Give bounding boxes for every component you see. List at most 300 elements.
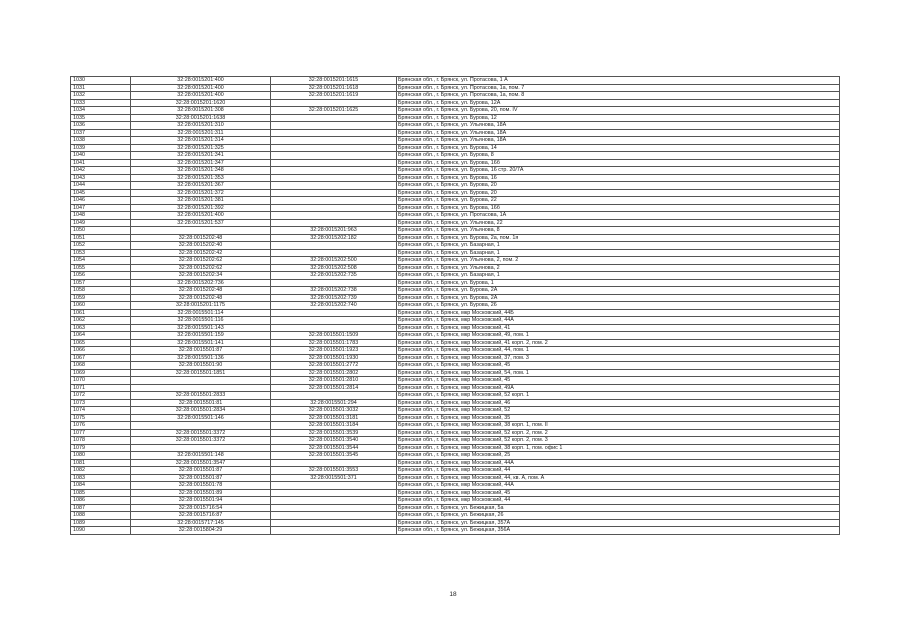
- object-number-cell: [271, 279, 397, 287]
- table-row: [71, 219, 840, 227]
- object-number-cell: [271, 527, 397, 535]
- row-number-cell: 1071: [71, 384, 131, 392]
- address-cell: Брянская обл., г. Брянск, ул. Ульянова, 8: [397, 227, 840, 235]
- row-number-cell: 1048: [71, 212, 131, 220]
- row-number-cell: 1090: [71, 527, 131, 535]
- address-cell: Брянская обл., г. Брянск, мкр Московский, 52: [397, 407, 840, 415]
- table-row: [71, 159, 840, 167]
- parcel-number-cell: [131, 422, 271, 430]
- parcel-number-cell: 32:28:0015202:48: [131, 294, 271, 302]
- object-number-cell: [271, 174, 397, 182]
- object-number-cell: 32:28:0015501:1509: [271, 332, 397, 340]
- address-cell: Брянская обл., г. Брянск, мкр Московский, 45: [397, 377, 840, 385]
- table-row: [71, 392, 840, 400]
- table-row: [71, 482, 840, 490]
- row-number-cell: 1051: [71, 234, 131, 242]
- parcel-number-cell: 32:28:0015716:54: [131, 504, 271, 512]
- address-cell: Брянская обл., г. Брянск, ул. Бурова, 16: [397, 174, 840, 182]
- row-number-cell: 1038: [71, 137, 131, 145]
- table-row: [71, 429, 840, 437]
- object-number-cell: 32:28:0015501:371: [271, 474, 397, 482]
- object-number-cell: [271, 99, 397, 107]
- address-cell: Брянская обл., г. Брянск, ул. Бурова, 2А: [397, 287, 840, 295]
- row-number-cell: 1075: [71, 414, 131, 422]
- object-number-cell: [271, 459, 397, 467]
- address-cell: Брянская обл., г. Брянск, мкр Московский, 38 корп. 1, пом. II: [397, 422, 840, 430]
- row-number-cell: 1057: [71, 279, 131, 287]
- table-row: [71, 317, 840, 325]
- object-number-cell: [271, 519, 397, 527]
- address-cell: Брянская обл., г. Брянск, ул. Протасова, 1А: [397, 212, 840, 220]
- parcel-number-cell: 32:28:0015201:353: [131, 174, 271, 182]
- parcel-number-cell: 32:28:0015201:314: [131, 137, 271, 145]
- parcel-number-cell: 32:28:0015202:736: [131, 279, 271, 287]
- row-number-cell: 1056: [71, 272, 131, 280]
- parcel-number-cell: 32:28:0015201:311: [131, 129, 271, 137]
- parcel-number-cell: 32:28:0015501:3547: [131, 459, 271, 467]
- address-cell: Брянская обл., г. Брянск, ул. Протасова, 1а, пом. 8: [397, 92, 840, 100]
- object-number-cell: [271, 242, 397, 250]
- row-number-cell: 1040: [71, 152, 131, 160]
- object-number-cell: [271, 309, 397, 317]
- object-number-cell: 32:28:0015202:508: [271, 264, 397, 272]
- row-number-cell: 1067: [71, 354, 131, 362]
- row-number-cell: 1076: [71, 422, 131, 430]
- parcel-number-cell: 32:28:0015201:1620: [131, 99, 271, 107]
- table-row: [71, 84, 840, 92]
- table-row: [71, 384, 840, 392]
- parcel-number-cell: 32:28:0015501:141: [131, 339, 271, 347]
- parcel-number-cell: 32:28:0015804:29: [131, 527, 271, 535]
- object-number-cell: 32:28:0015202:182: [271, 234, 397, 242]
- table-row: [71, 264, 840, 272]
- object-number-cell: 32:28:0015202:500: [271, 257, 397, 265]
- parcel-number-cell: 32:28:0015201:348: [131, 167, 271, 175]
- row-number-cell: 1089: [71, 519, 131, 527]
- object-number-cell: 32:28:0015501:2772: [271, 362, 397, 370]
- address-cell: Брянская обл., г. Брянск, ул. Базарная, 1: [397, 242, 840, 250]
- row-number-cell: 1053: [71, 249, 131, 257]
- row-number-cell: 1078: [71, 437, 131, 445]
- object-number-cell: [271, 482, 397, 490]
- row-number-cell: 1037: [71, 129, 131, 137]
- object-number-cell: 32:28:0015201:1625: [271, 107, 397, 115]
- object-number-cell: 32:28:0015501:3184: [271, 422, 397, 430]
- table-row: [71, 437, 840, 445]
- parcel-number-cell: 32:28:0015202:42: [131, 249, 271, 257]
- object-number-cell: [271, 317, 397, 325]
- parcel-number-cell: 32:28:0015501:90: [131, 362, 271, 370]
- object-number-cell: 32:28:0015202:738: [271, 287, 397, 295]
- address-cell: Брянская обл., г. Брянск, мкр Московский, 44А: [397, 459, 840, 467]
- table-row: [71, 204, 840, 212]
- row-number-cell: 1044: [71, 182, 131, 190]
- table-row: [71, 287, 840, 295]
- address-cell: Брянская обл., г. Брянск, ул. Ульянова, 18А: [397, 122, 840, 130]
- row-number-cell: 1034: [71, 107, 131, 115]
- parcel-number-cell: 32:28:0015201:372: [131, 189, 271, 197]
- parcel-number-cell: 32:28:0015202:62: [131, 264, 271, 272]
- parcel-number-cell: 32:28:0015501:3372: [131, 429, 271, 437]
- object-number-cell: 32:28:0015202:739: [271, 294, 397, 302]
- object-number-cell: [271, 189, 397, 197]
- object-number-cell: [271, 204, 397, 212]
- table-row: [71, 272, 840, 280]
- table-row: [71, 362, 840, 370]
- parcel-number-cell: 32:28:0015501:87: [131, 474, 271, 482]
- row-number-cell: 1060: [71, 302, 131, 310]
- row-number-cell: 1083: [71, 474, 131, 482]
- address-cell: Брянская обл., г. Брянск, мкр Московский, 52 корп. 2, пом. 3: [397, 437, 840, 445]
- row-number-cell: 1031: [71, 84, 131, 92]
- object-number-cell: [271, 182, 397, 190]
- table-row: [71, 309, 840, 317]
- parcel-number-cell: 32:28:0015501:146: [131, 414, 271, 422]
- address-cell: Брянская обл., г. Брянск, мкр Московский, 25: [397, 452, 840, 460]
- table-row: [71, 332, 840, 340]
- address-cell: Брянская обл., г. Брянск, ул. Бурова, 20: [397, 189, 840, 197]
- parcel-number-cell: 32:28:0015501:114: [131, 309, 271, 317]
- table-row: [71, 242, 840, 250]
- object-number-cell: [271, 392, 397, 400]
- row-number-cell: 1042: [71, 167, 131, 175]
- parcel-number-cell: 32:28:0015202:40: [131, 242, 271, 250]
- parcel-number-cell: 32:28:0015201:325: [131, 144, 271, 152]
- object-number-cell: 32:28:0015501:3539: [271, 429, 397, 437]
- address-cell: Брянская обл., г. Брянск, ул. Бурова, 16 стр. 20/7А: [397, 167, 840, 175]
- row-number-cell: 1085: [71, 489, 131, 497]
- object-number-cell: 32:28:0015501:1783: [271, 339, 397, 347]
- object-number-cell: [271, 152, 397, 160]
- row-number-cell: 1082: [71, 467, 131, 475]
- object-number-cell: 32:28:0015501:3032: [271, 407, 397, 415]
- row-number-cell: 1055: [71, 264, 131, 272]
- row-number-cell: 1066: [71, 347, 131, 355]
- address-cell: Брянская обл., г. Брянск, мкр Московский, 52 корп. 2, пом. 2: [397, 429, 840, 437]
- table-row: [71, 249, 840, 257]
- row-number-cell: 1088: [71, 512, 131, 520]
- row-number-cell: 1068: [71, 362, 131, 370]
- parcel-number-cell: 32:28:0015201:537: [131, 219, 271, 227]
- row-number-cell: 1063: [71, 324, 131, 332]
- object-number-cell: 32:28:0015201:1615: [271, 77, 397, 85]
- parcel-number-cell: 32:28:0015716:87: [131, 512, 271, 520]
- row-number-cell: 1039: [71, 144, 131, 152]
- address-cell: Брянская обл., г. Брянск, ул. Базарная, 1: [397, 272, 840, 280]
- parcel-number-cell: 32:28:0015201:310: [131, 122, 271, 130]
- address-cell: Брянская обл., г. Брянск, мкр Московский, 49, пом. 1: [397, 332, 840, 340]
- row-number-cell: 1046: [71, 197, 131, 205]
- registry-table: [70, 76, 840, 535]
- address-cell: Брянская обл., г. Брянск, мкр Московский, 44Б: [397, 309, 840, 317]
- address-cell: Брянская обл., г. Брянск, мкр Московский, 41: [397, 324, 840, 332]
- object-number-cell: 32:28:0015201:1618: [271, 84, 397, 92]
- table-row: [71, 354, 840, 362]
- table-row: [71, 324, 840, 332]
- table-row: [71, 444, 840, 452]
- parcel-number-cell: 32:28:0015717:145: [131, 519, 271, 527]
- row-number-cell: 1074: [71, 407, 131, 415]
- object-number-cell: [271, 212, 397, 220]
- table-row: [71, 279, 840, 287]
- address-cell: Брянская обл., г. Брянск, мкр Московский, 49А: [397, 384, 840, 392]
- object-number-cell: 32:28:0015501:2802: [271, 369, 397, 377]
- table-row: [71, 129, 840, 137]
- parcel-number-cell: [131, 444, 271, 452]
- object-number-cell: [271, 324, 397, 332]
- object-number-cell: [271, 114, 397, 122]
- parcel-number-cell: 32:28:0015501:87: [131, 347, 271, 355]
- row-number-cell: 1049: [71, 219, 131, 227]
- object-number-cell: 32:28:0015501:2810: [271, 377, 397, 385]
- table-row: [71, 512, 840, 520]
- row-number-cell: 1036: [71, 122, 131, 130]
- address-cell: Брянская обл., г. Брянск, ул. Бежицкая, 5а: [397, 504, 840, 512]
- object-number-cell: 32:28:0015202:740: [271, 302, 397, 310]
- object-number-cell: [271, 219, 397, 227]
- row-number-cell: 1081: [71, 459, 131, 467]
- parcel-number-cell: 32:28:0015201:400: [131, 77, 271, 85]
- parcel-number-cell: 32:28:0015501:148: [131, 452, 271, 460]
- parcel-number-cell: 32:28:0015201:400: [131, 92, 271, 100]
- table-row: [71, 182, 840, 190]
- parcel-number-cell: [131, 377, 271, 385]
- row-number-cell: 1080: [71, 452, 131, 460]
- registry-table-body: [71, 77, 840, 535]
- parcel-number-cell: 32:28:0015201:367: [131, 182, 271, 190]
- table-row: [71, 189, 840, 197]
- table-row: [71, 422, 840, 430]
- address-cell: Брянская обл., г. Брянск, ул. Ульянова, 2, пом. 2: [397, 257, 840, 265]
- table-row: [71, 137, 840, 145]
- page-number: 18: [449, 591, 457, 598]
- row-number-cell: 1064: [71, 332, 131, 340]
- address-cell: Брянская обл., г. Брянск, мкр Московский, 45: [397, 489, 840, 497]
- object-number-cell: [271, 512, 397, 520]
- address-cell: Брянская обл., г. Брянск, ул. Ульянова, 18А: [397, 137, 840, 145]
- row-number-cell: 1030: [71, 77, 131, 85]
- parcel-number-cell: 32:28:0015201:400: [131, 84, 271, 92]
- address-cell: Брянская обл., г. Брянск, ул. Бурова, 22: [397, 197, 840, 205]
- table-row: [71, 77, 840, 85]
- parcel-number-cell: 32:28:0015501:2833: [131, 392, 271, 400]
- table-row: [71, 257, 840, 265]
- table-row: [71, 122, 840, 130]
- parcel-number-cell: 32:28:0015201:1175: [131, 302, 271, 310]
- address-cell: Брянская обл., г. Брянск, мкр Московский, 54, пом. 1: [397, 369, 840, 377]
- address-cell: Брянская обл., г. Брянск, ул. Ульянова, 22: [397, 219, 840, 227]
- parcel-number-cell: [131, 227, 271, 235]
- parcel-number-cell: 32:28:0015501:116: [131, 317, 271, 325]
- address-cell: Брянская обл., г. Брянск, ул. Бурова, 20, пом. IV: [397, 107, 840, 115]
- object-number-cell: 32:28:0015501:1923: [271, 347, 397, 355]
- row-number-cell: 1072: [71, 392, 131, 400]
- parcel-number-cell: 32:28:0015501:143: [131, 324, 271, 332]
- address-cell: Брянская обл., г. Брянск, ул. Бурова, 14: [397, 144, 840, 152]
- address-cell: Брянская обл., г. Брянск, ул. Бурова, 20: [397, 182, 840, 190]
- table-row: [71, 114, 840, 122]
- object-number-cell: 32:28:0015201:963: [271, 227, 397, 235]
- address-cell: Брянская обл., г. Брянск, ул. Бурова, 2а, пом. 1я: [397, 234, 840, 242]
- object-number-cell: [271, 489, 397, 497]
- address-cell: Брянская обл., г. Брянск, ул. Бурова, 16б: [397, 204, 840, 212]
- table-row: [71, 347, 840, 355]
- object-number-cell: [271, 497, 397, 505]
- object-number-cell: [271, 249, 397, 257]
- object-number-cell: [271, 144, 397, 152]
- row-number-cell: 1084: [71, 482, 131, 490]
- object-number-cell: 32:28:0015202:735: [271, 272, 397, 280]
- parcel-number-cell: 32:28:0015202:48: [131, 234, 271, 242]
- row-number-cell: 1079: [71, 444, 131, 452]
- address-cell: Брянская обл., г. Брянск, ул. Бурова, 26: [397, 302, 840, 310]
- parcel-number-cell: 32:28:0015501:2834: [131, 407, 271, 415]
- table-row: [71, 407, 840, 415]
- address-cell: Брянская обл., г. Брянск, мкр Московский, 35: [397, 414, 840, 422]
- table-row: [71, 144, 840, 152]
- object-number-cell: 32:28:0015201:1619: [271, 92, 397, 100]
- table-row: [71, 369, 840, 377]
- row-number-cell: 1045: [71, 189, 131, 197]
- row-number-cell: 1061: [71, 309, 131, 317]
- object-number-cell: 32:28:0015501:1930: [271, 354, 397, 362]
- address-cell: Брянская обл., г. Брянск, ул. Ульянова, 2: [397, 264, 840, 272]
- object-number-cell: 32:28:0015501:294: [271, 399, 397, 407]
- object-number-cell: [271, 122, 397, 130]
- parcel-number-cell: 32:28:0015501:94: [131, 497, 271, 505]
- table-row: [71, 467, 840, 475]
- address-cell: Брянская обл., г. Брянск, ул. Бурова, 12: [397, 114, 840, 122]
- address-cell: Брянская обл., г. Брянск, мкр Московский, 44А: [397, 482, 840, 490]
- row-number-cell: 1058: [71, 287, 131, 295]
- row-number-cell: 1033: [71, 99, 131, 107]
- address-cell: Брянская обл., г. Брянск, мкр Московский, 45: [397, 362, 840, 370]
- table-row: [71, 527, 840, 535]
- object-number-cell: 32:28:0015501:3181: [271, 414, 397, 422]
- parcel-number-cell: 32:28:0015501:87: [131, 467, 271, 475]
- row-number-cell: 1035: [71, 114, 131, 122]
- table-row: [71, 294, 840, 302]
- parcel-number-cell: 32:28:0015501:81: [131, 399, 271, 407]
- object-number-cell: [271, 159, 397, 167]
- object-number-cell: 32:28:0015501:3544: [271, 444, 397, 452]
- table-row: [71, 339, 840, 347]
- table-row: [71, 152, 840, 160]
- parcel-number-cell: 32:28:0015201:347: [131, 159, 271, 167]
- object-number-cell: 32:28:0015501:2814: [271, 384, 397, 392]
- row-number-cell: 1054: [71, 257, 131, 265]
- table-row: [71, 302, 840, 310]
- parcel-number-cell: 32:28:0015201:341: [131, 152, 271, 160]
- address-cell: Брянская обл., г. Брянск, ул. Протасова, 1а, пом. 7: [397, 84, 840, 92]
- parcel-number-cell: 32:28:0015501:78: [131, 482, 271, 490]
- address-cell: Брянская обл., г. Брянск, ул. Бежицкая, 26: [397, 512, 840, 520]
- address-cell: Брянская обл., г. Брянск, ул. Бурова, 1: [397, 279, 840, 287]
- address-cell: Брянская обл., г. Брянск, мкр Московский, 52 корп. 1: [397, 392, 840, 400]
- row-number-cell: 1050: [71, 227, 131, 235]
- row-number-cell: 1043: [71, 174, 131, 182]
- table-row: [71, 212, 840, 220]
- parcel-number-cell: 32:28:0015501:89: [131, 489, 271, 497]
- address-cell: Брянская обл., г. Брянск, мкр Московский, 44, кв. А, пом. А: [397, 474, 840, 482]
- table-row: [71, 107, 840, 115]
- address-cell: Брянская обл., г. Брянск, мкр Московский, 44: [397, 497, 840, 505]
- table-row: [71, 99, 840, 107]
- parcel-number-cell: 32:28:0015501:1851: [131, 369, 271, 377]
- table-row: [71, 92, 840, 100]
- address-cell: Брянская обл., г. Брянск, мкр Московский, 44А: [397, 317, 840, 325]
- row-number-cell: 1059: [71, 294, 131, 302]
- parcel-number-cell: 32:28:0015501:159: [131, 332, 271, 340]
- address-cell: Брянская обл., г. Брянск, мкр Московский, 44, пом. 1: [397, 347, 840, 355]
- row-number-cell: 1032: [71, 92, 131, 100]
- table-row: [71, 519, 840, 527]
- table-row: [71, 377, 840, 385]
- row-number-cell: 1041: [71, 159, 131, 167]
- row-number-cell: 1073: [71, 399, 131, 407]
- parcel-number-cell: 32:28:0015501:136: [131, 354, 271, 362]
- parcel-number-cell: 32:28:0015201:381: [131, 197, 271, 205]
- address-cell: Брянская обл., г. Брянск, мкр Московский, 44: [397, 467, 840, 475]
- row-number-cell: 1052: [71, 242, 131, 250]
- address-cell: Брянская обл., г. Брянск, мкр Московский, 38 корп. 1, пом. офис 1: [397, 444, 840, 452]
- table-row: [71, 174, 840, 182]
- address-cell: Брянская обл., г. Брянск, ул. Протасова, 1 А: [397, 77, 840, 85]
- address-cell: Брянская обл., г. Брянск, ул. Бурова, 12А: [397, 99, 840, 107]
- address-cell: Брянская обл., г. Брянск, ул. Ульянова, 18А: [397, 129, 840, 137]
- table-row: [71, 414, 840, 422]
- registry-table-wrapper: [70, 76, 840, 535]
- object-number-cell: 32:28:0015501:3545: [271, 452, 397, 460]
- table-row: [71, 504, 840, 512]
- parcel-number-cell: 32:28:0015202:34: [131, 272, 271, 280]
- parcel-number-cell: 32:28:0015202:62: [131, 257, 271, 265]
- address-cell: Брянская обл., г. Брянск, ул. Бежицкая, 357А: [397, 519, 840, 527]
- row-number-cell: 1087: [71, 504, 131, 512]
- address-cell: Брянская обл., г. Брянск, ул. Бурова, 8: [397, 152, 840, 160]
- row-number-cell: 1065: [71, 339, 131, 347]
- address-cell: Брянская обл., г. Брянск, мкр Московский, 41 корп. 2, пом. 2: [397, 339, 840, 347]
- object-number-cell: [271, 167, 397, 175]
- parcel-number-cell: [131, 384, 271, 392]
- parcel-number-cell: 32:28:0015201:400: [131, 212, 271, 220]
- row-number-cell: 1062: [71, 317, 131, 325]
- object-number-cell: [271, 129, 397, 137]
- object-number-cell: [271, 504, 397, 512]
- parcel-number-cell: 32:28:0015201:1638: [131, 114, 271, 122]
- address-cell: Брянская обл., г. Брянск, ул. Бурова, 2А: [397, 294, 840, 302]
- address-cell: Брянская обл., г. Брянск, ул. Базарная, 1: [397, 249, 840, 257]
- row-number-cell: 1070: [71, 377, 131, 385]
- parcel-number-cell: 32:28:0015201:308: [131, 107, 271, 115]
- address-cell: Брянская обл., г. Брянск, мкр Московский, 46: [397, 399, 840, 407]
- table-row: [71, 167, 840, 175]
- table-row: [71, 197, 840, 205]
- table-row: [71, 452, 840, 460]
- row-number-cell: 1077: [71, 429, 131, 437]
- parcel-number-cell: 32:28:0015202:48: [131, 287, 271, 295]
- parcel-number-cell: 32:28:0015201:392: [131, 204, 271, 212]
- row-number-cell: 1069: [71, 369, 131, 377]
- object-number-cell: 32:28:0015501:3553: [271, 467, 397, 475]
- table-row: [71, 459, 840, 467]
- table-row: [71, 227, 840, 235]
- table-row: [71, 399, 840, 407]
- table-row: [71, 497, 840, 505]
- row-number-cell: 1047: [71, 204, 131, 212]
- address-cell: Брянская обл., г. Брянск, мкр Московский, 37, пом. 3: [397, 354, 840, 362]
- parcel-number-cell: 32:28:0015501:3372: [131, 437, 271, 445]
